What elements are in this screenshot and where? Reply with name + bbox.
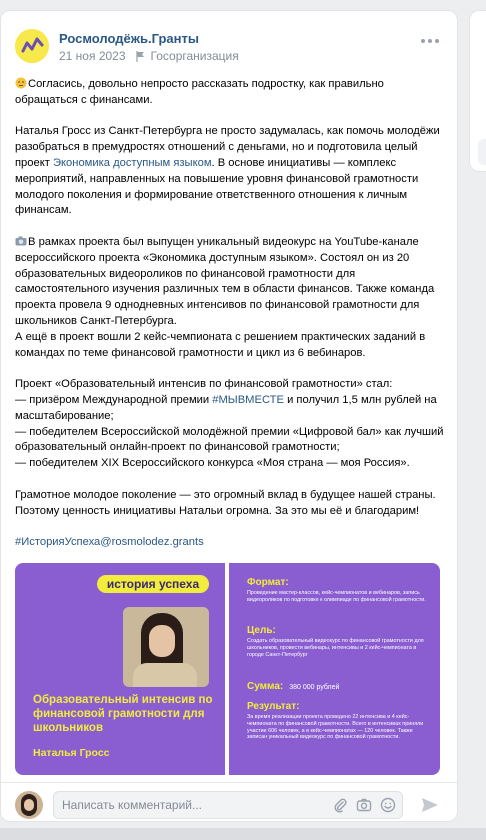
user-avatar[interactable] xyxy=(15,791,43,819)
goal-heading: Цель: xyxy=(247,625,276,636)
format-text: Проведение мастер-классов, кейс-чемпионатов и вебинаров, запись видеороликов по подготовке к олимпиаде по финансовой грамотности. xyxy=(247,590,426,603)
paragraph-text: и получил 1,5 млн рублей на масштабирование; xyxy=(15,393,437,422)
hashtag-link[interactable]: #ИсторияУспеха@rosmolodez.grants xyxy=(15,536,204,549)
format-heading: Формат: xyxy=(247,577,289,588)
sum-heading: Сумма: xyxy=(247,681,284,692)
thinking-emoji-icon xyxy=(15,77,27,89)
author-photo xyxy=(123,607,209,687)
paragraph-3 xyxy=(15,235,445,330)
sidebar-card-fragment xyxy=(469,10,486,172)
post-image-left[interactable] xyxy=(15,563,225,775)
post-category: Госорганизация xyxy=(150,49,239,63)
flag-icon xyxy=(136,51,145,62)
result-heading: Результат: xyxy=(247,701,300,712)
goal-block xyxy=(247,625,427,658)
more-icon[interactable] xyxy=(421,39,439,43)
camera-icon[interactable] xyxy=(356,797,372,813)
post-card xyxy=(0,10,458,822)
paragraph-text: . В основе инициативы — комплекс мероприятий, направленных на повышение уровня финансовой грамотности молодого поколения и формирование ответственного отношения к личным финансам. xyxy=(15,156,419,217)
post-date[interactable]: 21 ноя 2023 xyxy=(59,49,126,63)
sum-block xyxy=(247,681,427,692)
result-text: За время реализации проекта проведено 22 интенсива и 4 кейс-чемпионата по финансовой грамотности. Всего в интенсивах приняли участие 606 человек, а в кейс-чемпионатах — 120 человек. Также записан уникальный видеокурс по финансовой грамотности. xyxy=(247,714,424,741)
image-title: Образовательный интенсив по финансовой грамотности для школьников xyxy=(33,694,213,734)
sum-value: 380 000 рублей xyxy=(289,684,340,691)
comment-field[interactable] xyxy=(53,791,403,819)
image-author: Наталья Гросс xyxy=(33,747,110,759)
paragraph-text: В рамках проекта был выпущен уникальный видеокурс на YouTube-канале всероссийского проекта «Экономика доступным языком». Состоял он из 20 образовательных видеороликов по финансовой грамотности для самостоятельного изучения различных тем в области финансов. Также команда проекта провела 9 однодневных интенсивов по финансовой грамотности для школьников Санкт-Петербурга. xyxy=(15,235,435,327)
result-block xyxy=(247,701,427,741)
paragraph-text: Проект «Образовательный интенсив по финансовой грамотности» стал: xyxy=(15,378,393,391)
paragraph-4-line xyxy=(15,393,445,425)
paragraph-text: Наталья Гросс из Санкт-Петербурга не просто задумалась, как помочь молодёжи разобраться в премудростях отношений с деньгами, но и подготовила целый проект xyxy=(15,125,440,169)
comment-input[interactable] xyxy=(62,796,322,814)
post-text xyxy=(15,77,445,551)
send-icon[interactable] xyxy=(421,797,439,813)
paragraph-text: — призёром Международной премии xyxy=(15,393,213,406)
divider xyxy=(1,782,459,783)
post-image-right[interactable] xyxy=(229,563,440,775)
paragraph-text: — победителем XIX Всероссийского конкурса «Моя страна — моя Россия». xyxy=(15,457,410,470)
project-link[interactable]: Экономика доступным языком xyxy=(52,156,212,169)
bottom-scroll-area xyxy=(0,822,486,840)
comment-actions xyxy=(332,797,396,813)
community-logo-icon xyxy=(15,29,49,63)
image-pill: история успеха xyxy=(97,575,209,593)
hashtag-link[interactable]: #МЫВМЕСТЕ xyxy=(212,393,284,406)
paragraph-2 xyxy=(15,124,445,219)
paragraph-text: Грамотное молодое поколение — это огромный вклад в будущее нашей страны. Поэтому ценность инициативы Натальи огромна. За это мы её и благодарим! xyxy=(15,488,436,517)
smile-icon[interactable] xyxy=(380,797,396,813)
post-author[interactable]: Росмолодёжь.Гранты xyxy=(59,31,199,46)
goal-text: Создать образовательный видеокурс по финансовой грамотности для школьников, провести вебинары, интенсивы и 2 кейс-чемпионата в городе Санкт-Петербург xyxy=(247,638,424,658)
camera-emoji-icon xyxy=(15,235,27,247)
attach-icon[interactable] xyxy=(332,797,348,813)
paragraph-text: А ещё в проект вошли 2 кейс-чемпионата с решением практических заданий в командах по теме финансовой грамотности и цикл из 6 вебинаров. xyxy=(15,330,426,359)
paragraph-1 xyxy=(15,77,445,109)
paragraph-text: Согласись, довольно непросто рассказать подростку, как правильно обращаться с финансами. xyxy=(15,78,384,106)
post-meta xyxy=(59,49,239,63)
paragraph-text: — победителем Всероссийской молодёжной премии «Цифровой бал» как лучший образовательный онлайн-проект по финансовой грамотности; xyxy=(15,425,444,454)
community-avatar[interactable] xyxy=(15,29,49,63)
format-block xyxy=(247,577,427,604)
